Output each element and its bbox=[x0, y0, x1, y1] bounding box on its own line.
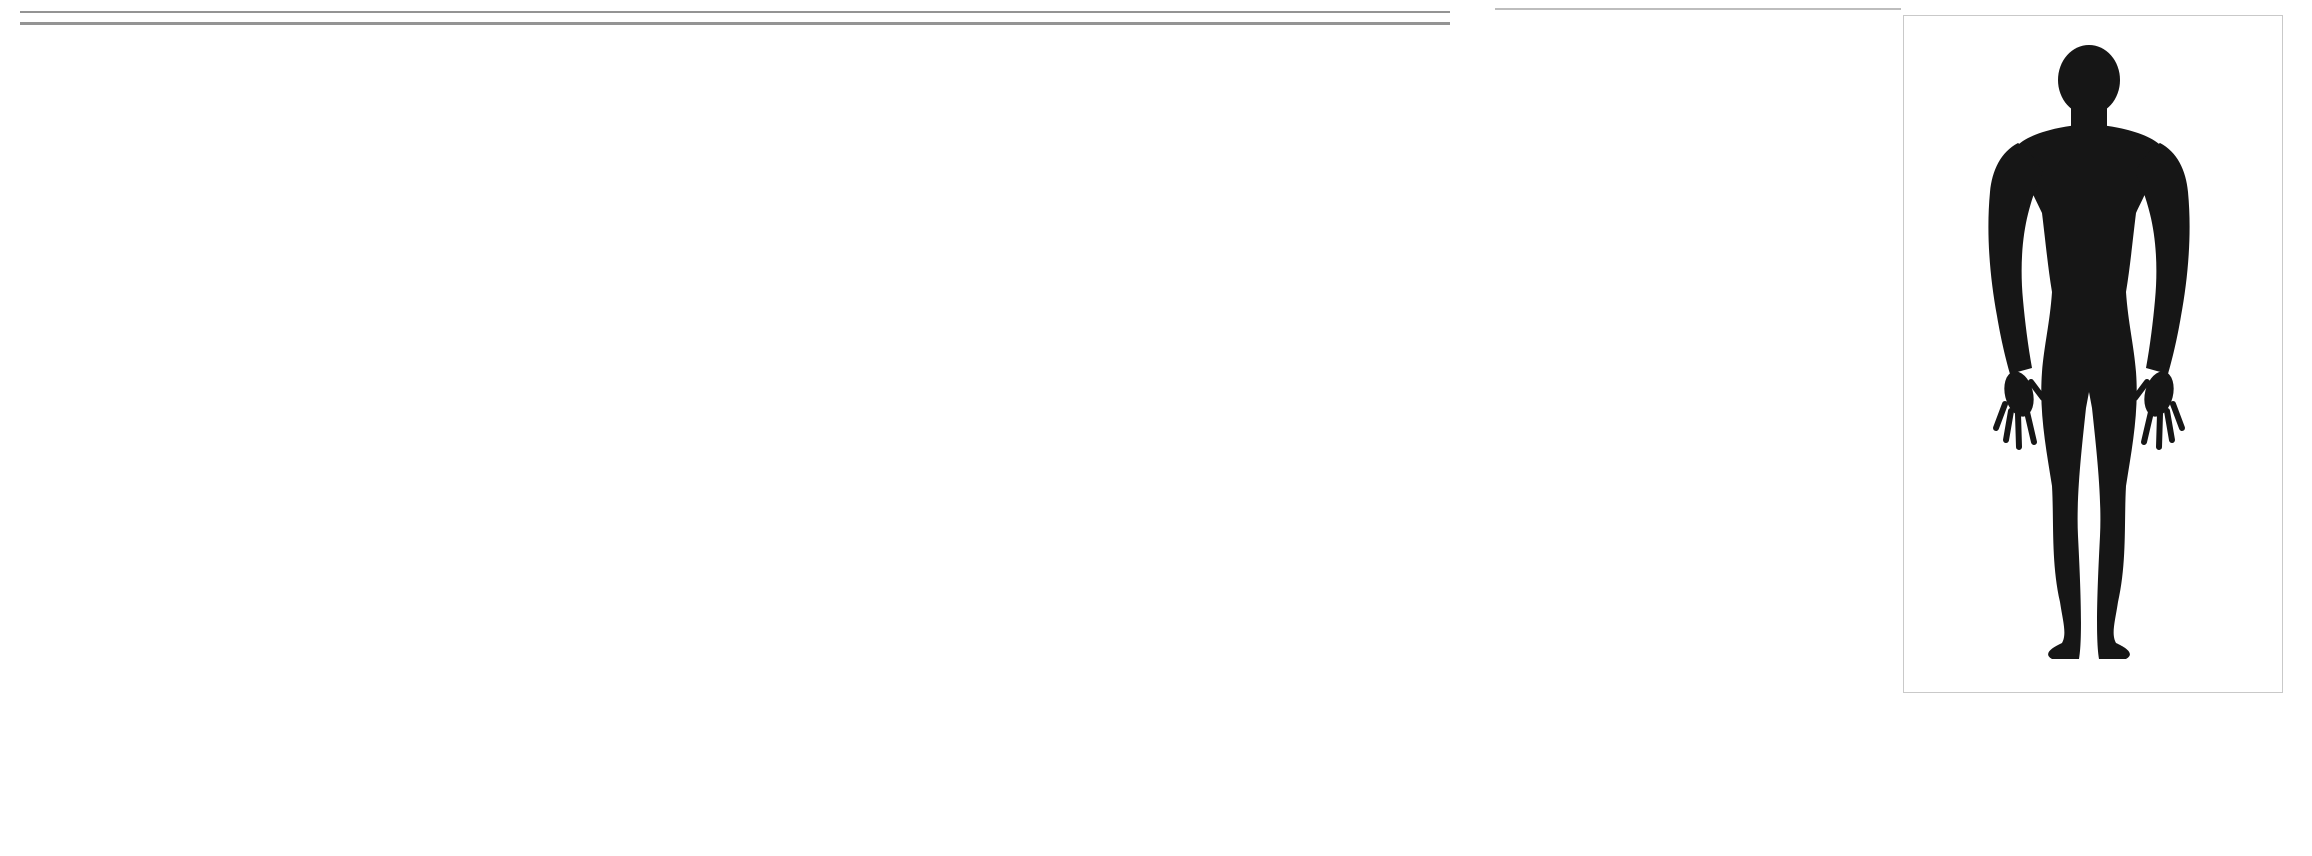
measure-instructions-list bbox=[1495, 8, 1901, 10]
how-to-measure-section bbox=[1495, 0, 2285, 693]
size-chart-section bbox=[20, 0, 1450, 25]
size-table-measurements bbox=[20, 24, 1450, 25]
body-measurement-diagram bbox=[1904, 16, 2282, 692]
body-silhouette bbox=[1988, 45, 2189, 659]
measurement-figure bbox=[1903, 15, 2283, 693]
size-table-top bbox=[20, 11, 1450, 13]
